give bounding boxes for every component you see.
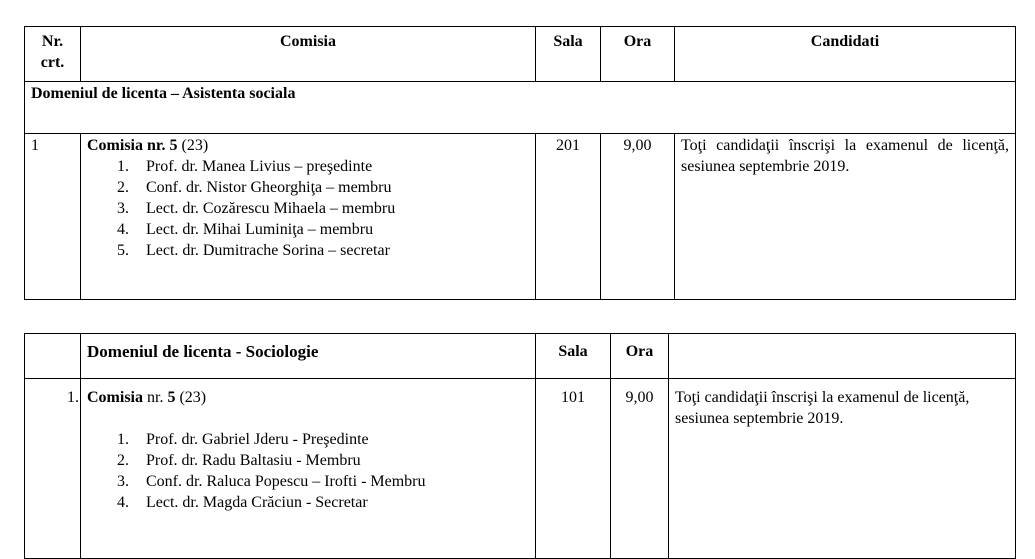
member-list (87, 429, 535, 513)
commission-count: (23) (179, 389, 207, 406)
table-row (25, 134, 1016, 300)
member-name: Lect. dr. Dumitrache Sorina – secretar (146, 242, 390, 259)
header-nr: Nr. (41, 33, 64, 50)
commission-nr: nr. (147, 389, 164, 406)
commission-label: Comisia nr. 5 (87, 137, 178, 154)
member-number: 2. (117, 452, 129, 469)
table-row (25, 379, 1016, 559)
header-blank-candidati (669, 334, 1016, 379)
member-number: 1. (117, 158, 129, 175)
spacer (87, 408, 535, 429)
header-candidati: Candidati (675, 27, 1016, 82)
commission-cell (81, 134, 536, 300)
header-ora: Ora (601, 27, 675, 82)
member-name: Lect. dr. Cozărescu Mihaela – membru (146, 200, 396, 217)
header-sala: Sala (536, 27, 601, 82)
commission-table-asistenta-sociala (24, 26, 1016, 300)
domain-title: Domeniul de licenta – Asistenta sociala (25, 82, 1016, 134)
list-item (87, 471, 535, 492)
list-item (87, 492, 535, 513)
time-cell: 9,00 (601, 134, 675, 300)
header-sala: Sala (536, 334, 611, 379)
commission-cell (81, 379, 536, 559)
list-item (87, 156, 535, 177)
domain-title: Domeniul de licenta - Sociologie (81, 334, 536, 379)
candidates-cell: Toţi candidaţii înscrişi la examenul de licenţă, sesiunea septembrie 2019. (675, 134, 1016, 300)
member-number: 2. (117, 179, 129, 196)
member-number: 4. (117, 494, 129, 511)
header-ora: Ora (611, 334, 669, 379)
list-item (87, 240, 535, 261)
domain-row (25, 82, 1016, 134)
member-number: 3. (117, 473, 129, 490)
candidates-cell: Toţi candidaţii înscrişi la examenul de licenţă, sesiunea septembrie 2019. (669, 379, 1016, 559)
list-item (87, 429, 535, 450)
commission-heading (87, 387, 535, 408)
header-crt: crt. (40, 54, 65, 71)
row-nr: 1. (25, 379, 81, 559)
member-number: 5. (117, 242, 129, 259)
header-comisia: Comisia (81, 27, 536, 82)
header-blank-nr (25, 334, 81, 379)
commission-num: 5 (167, 389, 176, 406)
room-cell: 201 (536, 134, 601, 300)
table-header-row (25, 27, 1016, 82)
member-name: Conf. dr. Raluca Popescu – Irofti - Membru (146, 473, 426, 490)
commission-word: Comisia (87, 389, 143, 406)
header-nr-crt (25, 27, 81, 82)
member-name: Conf. dr. Nistor Gheorghiţa – membru (146, 179, 392, 196)
member-list (87, 156, 535, 261)
commission-count: (23) (181, 137, 209, 154)
member-number: 1. (117, 431, 129, 448)
member-number: 3. (117, 200, 129, 217)
member-name: Lect. dr. Magda Crăciun - Secretar (146, 494, 368, 511)
list-item (87, 198, 535, 219)
commission-heading (87, 135, 535, 156)
time-cell: 9,00 (611, 379, 669, 559)
commission-table-sociologie (24, 333, 1016, 559)
table-header-row (25, 334, 1016, 379)
member-name: Prof. dr. Radu Baltasiu - Membru (146, 452, 361, 469)
member-name: Prof. dr. Manea Livius – preşedinte (146, 158, 373, 175)
list-item (87, 219, 535, 240)
room-cell: 101 (536, 379, 611, 559)
list-item (87, 450, 535, 471)
row-nr: 1 (25, 134, 81, 300)
member-name: Lect. dr. Mihai Luminiţa – membru (146, 221, 374, 238)
list-item (87, 177, 535, 198)
member-number: 4. (117, 221, 129, 238)
member-name: Prof. dr. Gabriel Jderu - Preşedinte (146, 431, 369, 448)
